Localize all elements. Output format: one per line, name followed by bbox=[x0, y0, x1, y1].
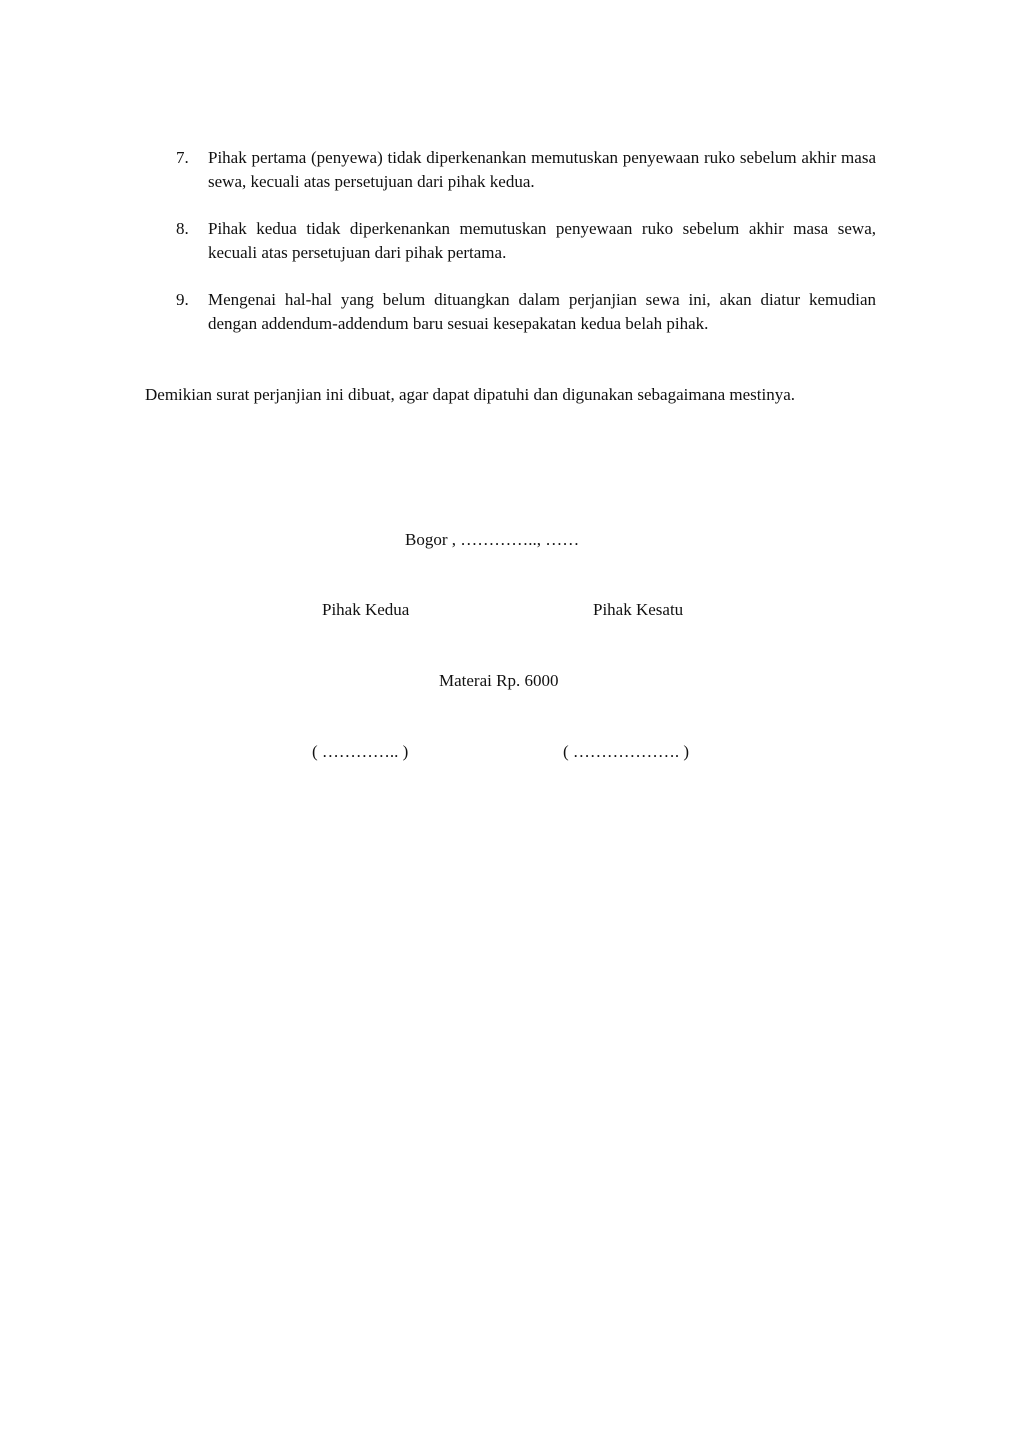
clause-item bbox=[176, 146, 876, 193]
signature-label-right: Pihak Kesatu bbox=[593, 600, 684, 619]
clause-text: Mengenai hal-hal yang belum dituangkan dalam perjanjian sewa ini, akan diatur kemudian dengan addendum-addendum baru sesuai kesepakatan kedua belah pihak. bbox=[208, 290, 876, 333]
clause-text: Pihak kedua tidak diperkenankan memutuskan penyewaan ruko sebelum akhir masa sewa, kecuali atas persetujuan dari pihak pertama. bbox=[208, 219, 876, 262]
clause-list bbox=[176, 146, 876, 359]
clause-item bbox=[176, 288, 876, 335]
stamp-duty-label: Materai Rp. 6000 bbox=[439, 671, 559, 690]
signature-name-left: ( ………….. ) bbox=[312, 742, 409, 761]
signature-label-left: Pihak Kedua bbox=[322, 600, 410, 619]
clause-number: 9. bbox=[176, 290, 189, 309]
signature-name-right: ( ………………. ) bbox=[563, 742, 690, 761]
clause-number: 8. bbox=[176, 219, 189, 238]
clause-text: Pihak pertama (penyewa) tidak diperkenankan memutuskan penyewaan ruko sebelum akhir masa sewa, kecuali atas persetujuan dari pihak kedua. bbox=[208, 148, 876, 191]
clause-number: 7. bbox=[176, 148, 189, 167]
closing-paragraph: Demikian surat perjanjian ini dibuat, agar dapat dipatuhi dan digunakan sebagaimana mestinya. bbox=[145, 385, 796, 404]
date-line: Bogor , ………….., …… bbox=[405, 530, 580, 549]
clause-item bbox=[176, 217, 876, 264]
